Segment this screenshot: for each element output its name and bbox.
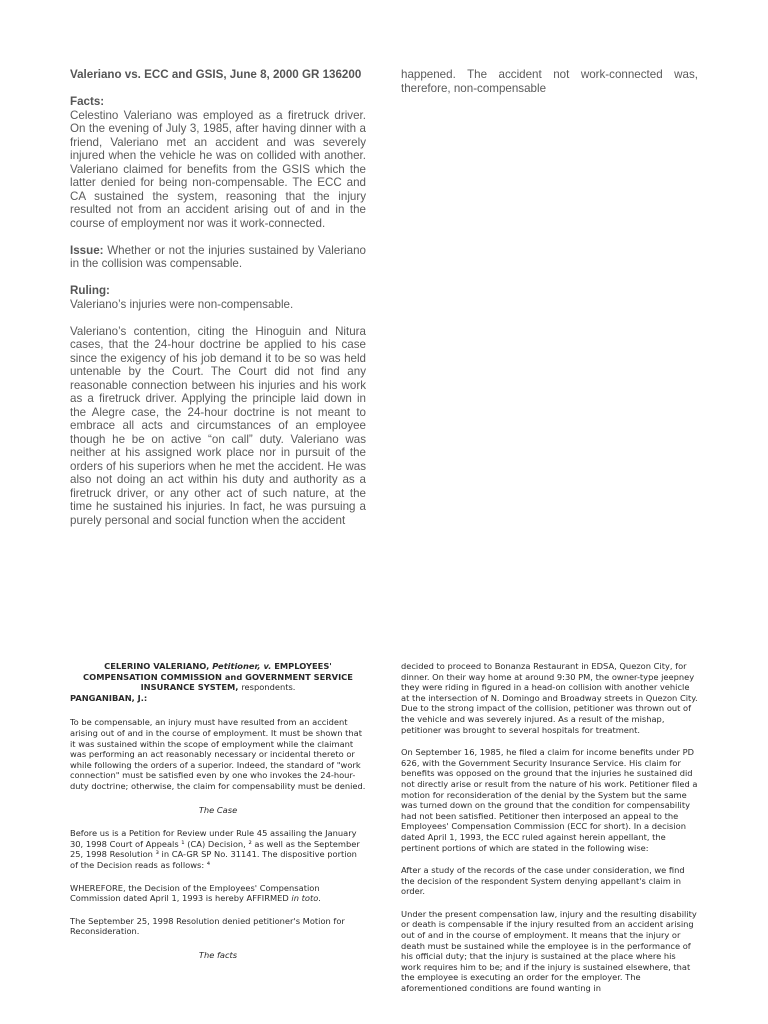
caption-petitioner-name: CELERINO VALERIANO, bbox=[104, 661, 213, 671]
issue-text: Whether or not the injuries sustained by Valeriano in the collision was compensable. bbox=[70, 243, 366, 270]
caption-versus: , v. bbox=[257, 661, 275, 671]
caption-respondents: EMPLOYEES' COMPENSATION COMMISSION and GOVERNMENT SERVICE INSURANCE SYSTEM, bbox=[83, 661, 353, 693]
issue-paragraph bbox=[70, 244, 366, 271]
decision-paragraph-3 bbox=[70, 883, 366, 904]
decision-left-column bbox=[70, 661, 366, 973]
case-title: Valeriano vs. ECC and GSIS, June 8, 2000 GR 136200 bbox=[70, 68, 362, 81]
decision-paragraph-1: To be compensable, an injury must have resulted from an accident arising out of and in the course of employment. It must be shown that it was sustained within the scope of employment while the claimant was performing an act reasonably necessary or incidental thereto or while following the orders of a superior. Indeed, the standard of "work connection" must be satisfied even by one who invokes the 24-hour-duty doctrine; otherwise, the claim for compensability must be denied. bbox=[70, 717, 366, 791]
dispositive-end: . bbox=[318, 893, 321, 904]
decision-right-paragraph-2: On September 16, 1985, he filed a claim for income benefits under PD 626, with the Government Security Insurance Service. His claim for benefits was opposed on the ground that the injuries he sustained did not directly arise or result from the nature of his work. Petitioner filed a motion for reconsideration of the denial by the System but the same was turned down on the ground that the condition for compensability had not been satisfied. Petitioner then interposed an appeal to the Employees' Compensation Commission (ECC for short). In a decision dated April 1, 1993, the ECC ruled against herein appellant, the pertinent portions of which are stated in the following wise: bbox=[401, 747, 698, 853]
ponente: PANGANIBAN, J.: bbox=[70, 692, 148, 703]
summary-right-column bbox=[401, 68, 698, 95]
heading-the-case: The Case bbox=[198, 804, 238, 815]
decision-right-paragraph-1: decided to proceed to Bonanza Restaurant in EDSA, Quezon City, for dinner. On their way home at around 9:30 PM, the owner-type jeepney they were riding in figured in a head-on collision with another vehicle at the intersection of N. Domingo and Broadway streets in Quezon City. Due to the strong impact of the collision, petitioner was thrown out of the vehicle and was severely injured. As a result of the mishap, petitioner was brought to several hospitals for treatment. bbox=[401, 661, 698, 735]
summary-left-column bbox=[70, 68, 366, 527]
facts-text: Celestino Valeriano was employed as a firetruck driver. On the evening of July 3, 1985, after having dinner with a friend, Valeriano met an accident and was severely injured when the vehicle he was on collided with another. Valeriano claimed for benefits from the GSIS which the latter denied for being non-compensable. The ECC and CA sustained the system, reasoning that the injury resulted not from an accident arising out of and in the course of employment nor was it work-connected. bbox=[70, 108, 366, 230]
facts-heading: Facts: bbox=[70, 95, 105, 108]
ruling-text: Valeriano’s injuries were non-compensable. bbox=[70, 297, 294, 311]
heading-the-facts: The facts bbox=[198, 949, 238, 960]
issue-heading: Issue: bbox=[70, 243, 104, 257]
caption-respondents-label: respondents. bbox=[241, 682, 296, 693]
case-caption bbox=[70, 661, 366, 693]
decision-paragraph-4: The September 25, 1998 Resolution denied petitioner's Motion for Reconsideration. bbox=[70, 915, 345, 937]
decision-right-column bbox=[401, 661, 698, 994]
discussion-text: Valeriano’s contention, citing the Hinoguin and Nitura cases, that the 24-hour doctrine be applied to his case since the exigency of his job demand it to be so was held untenable by the Court. The Court did not find any reasonable connection between his injuries and his work as a firetruck driver. Applying the principle laid down in the Alegre case, the 24-hour doctrine is not meant to embrace all acts and circumstances of an employee though he be on active “on call” duty. Valeriano was neither at his assigned work place nor in pursuit of the orders of his superiors when he met the accident. He was also not doing an act within his duty and authority as a firetruck driver, or any other act of such nature, at the time he sustained his injuries. In fact, he was pursuing a purely personal and social function when the accident bbox=[70, 324, 366, 527]
ruling-heading: Ruling: bbox=[70, 284, 110, 297]
continuation-text: happened. The accident not work-connected was, therefore, non-compensable bbox=[401, 68, 698, 95]
decision-right-paragraph-4: Under the present compensation law, injury and the resulting disability or death is compensable if the injury resulted from an accident arising out of and in the course of employment. It means that the injury or death must be sustained while the employee is in the performance of his official duty; that the injury is sustained at the place where his work requires him to be; and if the injury is sustained elsewhere, that the employee is executing an order for the employer. The aforementioned conditions are found wanting in bbox=[401, 908, 697, 994]
decision-right-paragraph-3: After a study of the records of the case under consideration, we find the decision of the respondent System denying appellant's claim in order. bbox=[401, 865, 685, 897]
caption-petitioner-role: Petitioner bbox=[212, 661, 258, 671]
decision-paragraph-2: Before us is a Petition for Review under Rule 45 assailing the January 30, 1998 Court of Appeals ¹ (CA) Decision, ² as well as the September 25, 1998 Resolution ³ in CA-GR SP No. 31141. The dispositive portion of the Decision reads as follows: ⁴ bbox=[70, 828, 360, 870]
dispositive-italic: in toto bbox=[291, 893, 319, 904]
dispositive-text: WHEREFORE, the Decision of the Employees' Compensation Commission dated April 1, 1993 is hereby AFFIRMED bbox=[70, 882, 320, 904]
